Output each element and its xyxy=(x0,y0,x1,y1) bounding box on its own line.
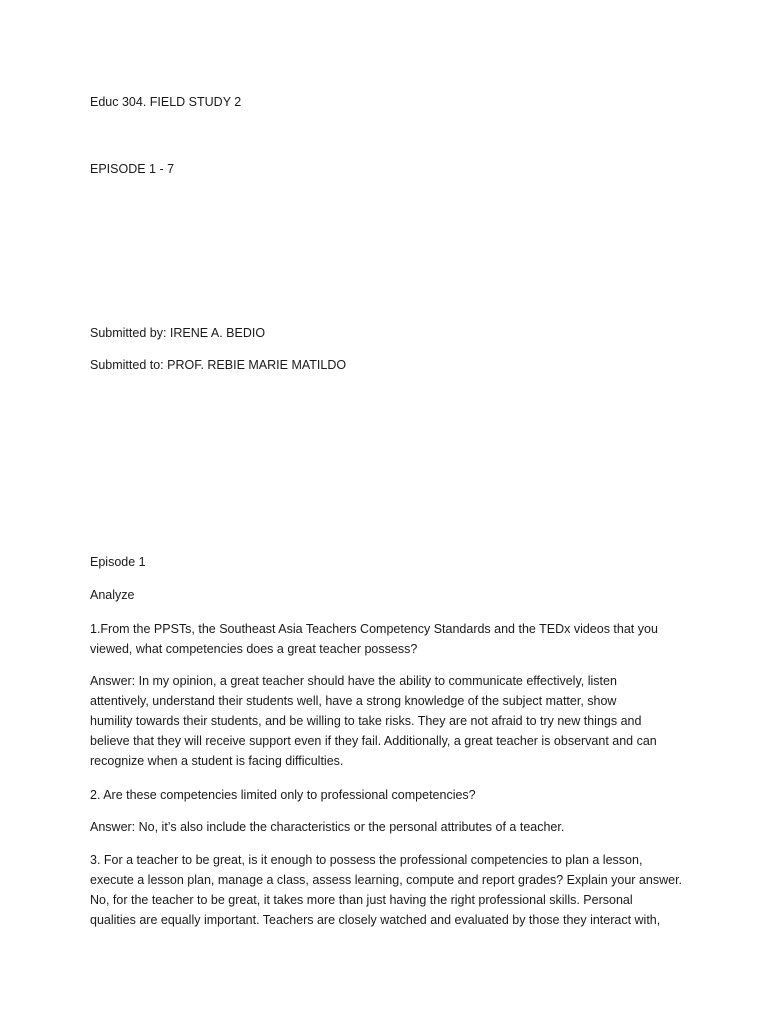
submitted-to: Submitted to: PROF. REBIE MARIE MATILDO xyxy=(90,358,347,372)
question-3-line: execute a lesson plan, manage a class, assess learning, compute and report grades? Explain your answer. xyxy=(90,873,683,887)
answer-1-line: recognize when a student is facing difficulties. xyxy=(90,754,344,768)
submitted-by: Submitted by: IRENE A. BEDIO xyxy=(90,326,266,340)
section-heading: Analyze xyxy=(90,588,135,602)
question-2: 2. Are these competencies limited only to professional competencies? xyxy=(90,788,476,802)
question-3-line: qualities are equally important. Teachers are closely watched and evaluated by those they interact with, xyxy=(90,913,661,927)
question-3-line: 3. For a teacher to be great, is it enough to possess the professional competencies to plan a lesson, xyxy=(90,853,643,867)
question-3 xyxy=(90,850,690,930)
answer-1-line: believe that they will receive support even if they fail. Additionally, a great teacher is observant and can xyxy=(90,734,657,748)
answer-1-line: Answer: In my opinion, a great teacher should have the ability to communicate effectively, listen xyxy=(90,674,617,688)
question-1-line: viewed, what competencies does a great teacher possess? xyxy=(90,642,418,656)
answer-1-line: humility towards their students, and be willing to take risks. They are not afraid to try new things and xyxy=(90,714,642,728)
answer-1 xyxy=(90,671,690,771)
course-title: Educ 304. FIELD STUDY 2 xyxy=(90,95,242,109)
episode-heading: Episode 1 xyxy=(90,555,146,569)
episode-range: EPISODE 1 - 7 xyxy=(90,162,175,176)
question-1 xyxy=(90,619,690,659)
answer-2: Answer: No, it’s also include the characteristics or the personal attributes of a teacher. xyxy=(90,820,565,834)
question-3-line: No, for the teacher to be great, it takes more than just having the right professional skills. Personal xyxy=(90,893,633,907)
answer-1-line: attentively, understand their students well, have a strong knowledge of the subject matter, show xyxy=(90,694,617,708)
question-1-line: 1.From the PPSTs, the Southeast Asia Teachers Competency Standards and the TEDx videos that you xyxy=(90,622,658,636)
